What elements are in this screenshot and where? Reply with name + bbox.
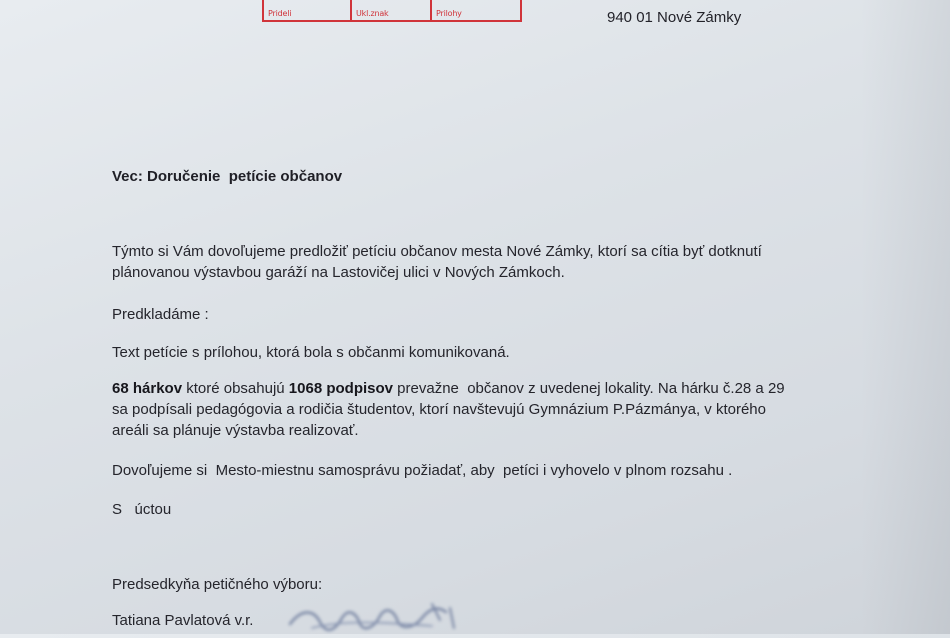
intro-paragraph xyxy=(112,241,762,283)
handwritten-signature-blurred xyxy=(282,598,482,638)
sheet-count: 68 hárkov xyxy=(112,380,183,397)
signatures-line-1-rest: prevažne občanov z uvedenej lokality. Na hárku č.28 a 29 xyxy=(393,380,785,397)
signatures-connector: ktoré obsahujú xyxy=(182,380,289,397)
letter-subject: Vec: Doručenie petície občanov xyxy=(112,168,343,185)
signatures-line-3: areáli sa plánuje výstavba realizovať. xyxy=(112,422,359,439)
registry-stamp xyxy=(262,0,522,22)
signatures-paragraph xyxy=(112,378,785,441)
closing-salutation: S úctou xyxy=(112,501,172,518)
intro-line-1: Týmto si Vám dovoľujeme predložiť petíciu občanov mesta Nové Zámky, ktorí sa cítia byť dotknutí xyxy=(112,243,762,260)
signature-count: 1068 podpisov xyxy=(288,380,393,397)
signatures-line-2: sa podpísali pedagógovia a rodičia študentov, ktorí navštevujú Gymnázium P.Pázmánya, v ktorého xyxy=(112,401,766,418)
stamp-cell-assigned xyxy=(264,0,352,20)
stamp-label-filing-code: Ukl.znak xyxy=(356,9,389,18)
recipient-postal-line: 940 01 Nové Zámky xyxy=(607,9,742,26)
stamp-label-attachments: Prilohy xyxy=(436,9,462,18)
page-edge-shadow xyxy=(860,0,950,634)
stamp-cell-filing-code xyxy=(352,0,432,20)
petition-text-item: Text petície s prílohou, ktorá bola s občanmi komunikovaná. xyxy=(112,344,510,361)
stamp-cell-attachments xyxy=(432,0,520,20)
signer-name: Tatiana Pavlatová v.r. xyxy=(112,612,254,629)
intro-line-2: plánovanou výstavbou garáží na Lastovičej ulici v Nových Zámkoch. xyxy=(112,264,565,281)
committee-chair-title: Predsedkyňa petičného výboru: xyxy=(112,576,323,593)
request-paragraph: Dovoľujeme si Mesto-miestnu samosprávu požiadať, aby petíci i vyhovelo v plnom rozsahu . xyxy=(112,462,733,479)
submission-heading: Predkladáme : xyxy=(112,306,209,323)
stamp-label-assigned: Prideli xyxy=(268,9,292,18)
